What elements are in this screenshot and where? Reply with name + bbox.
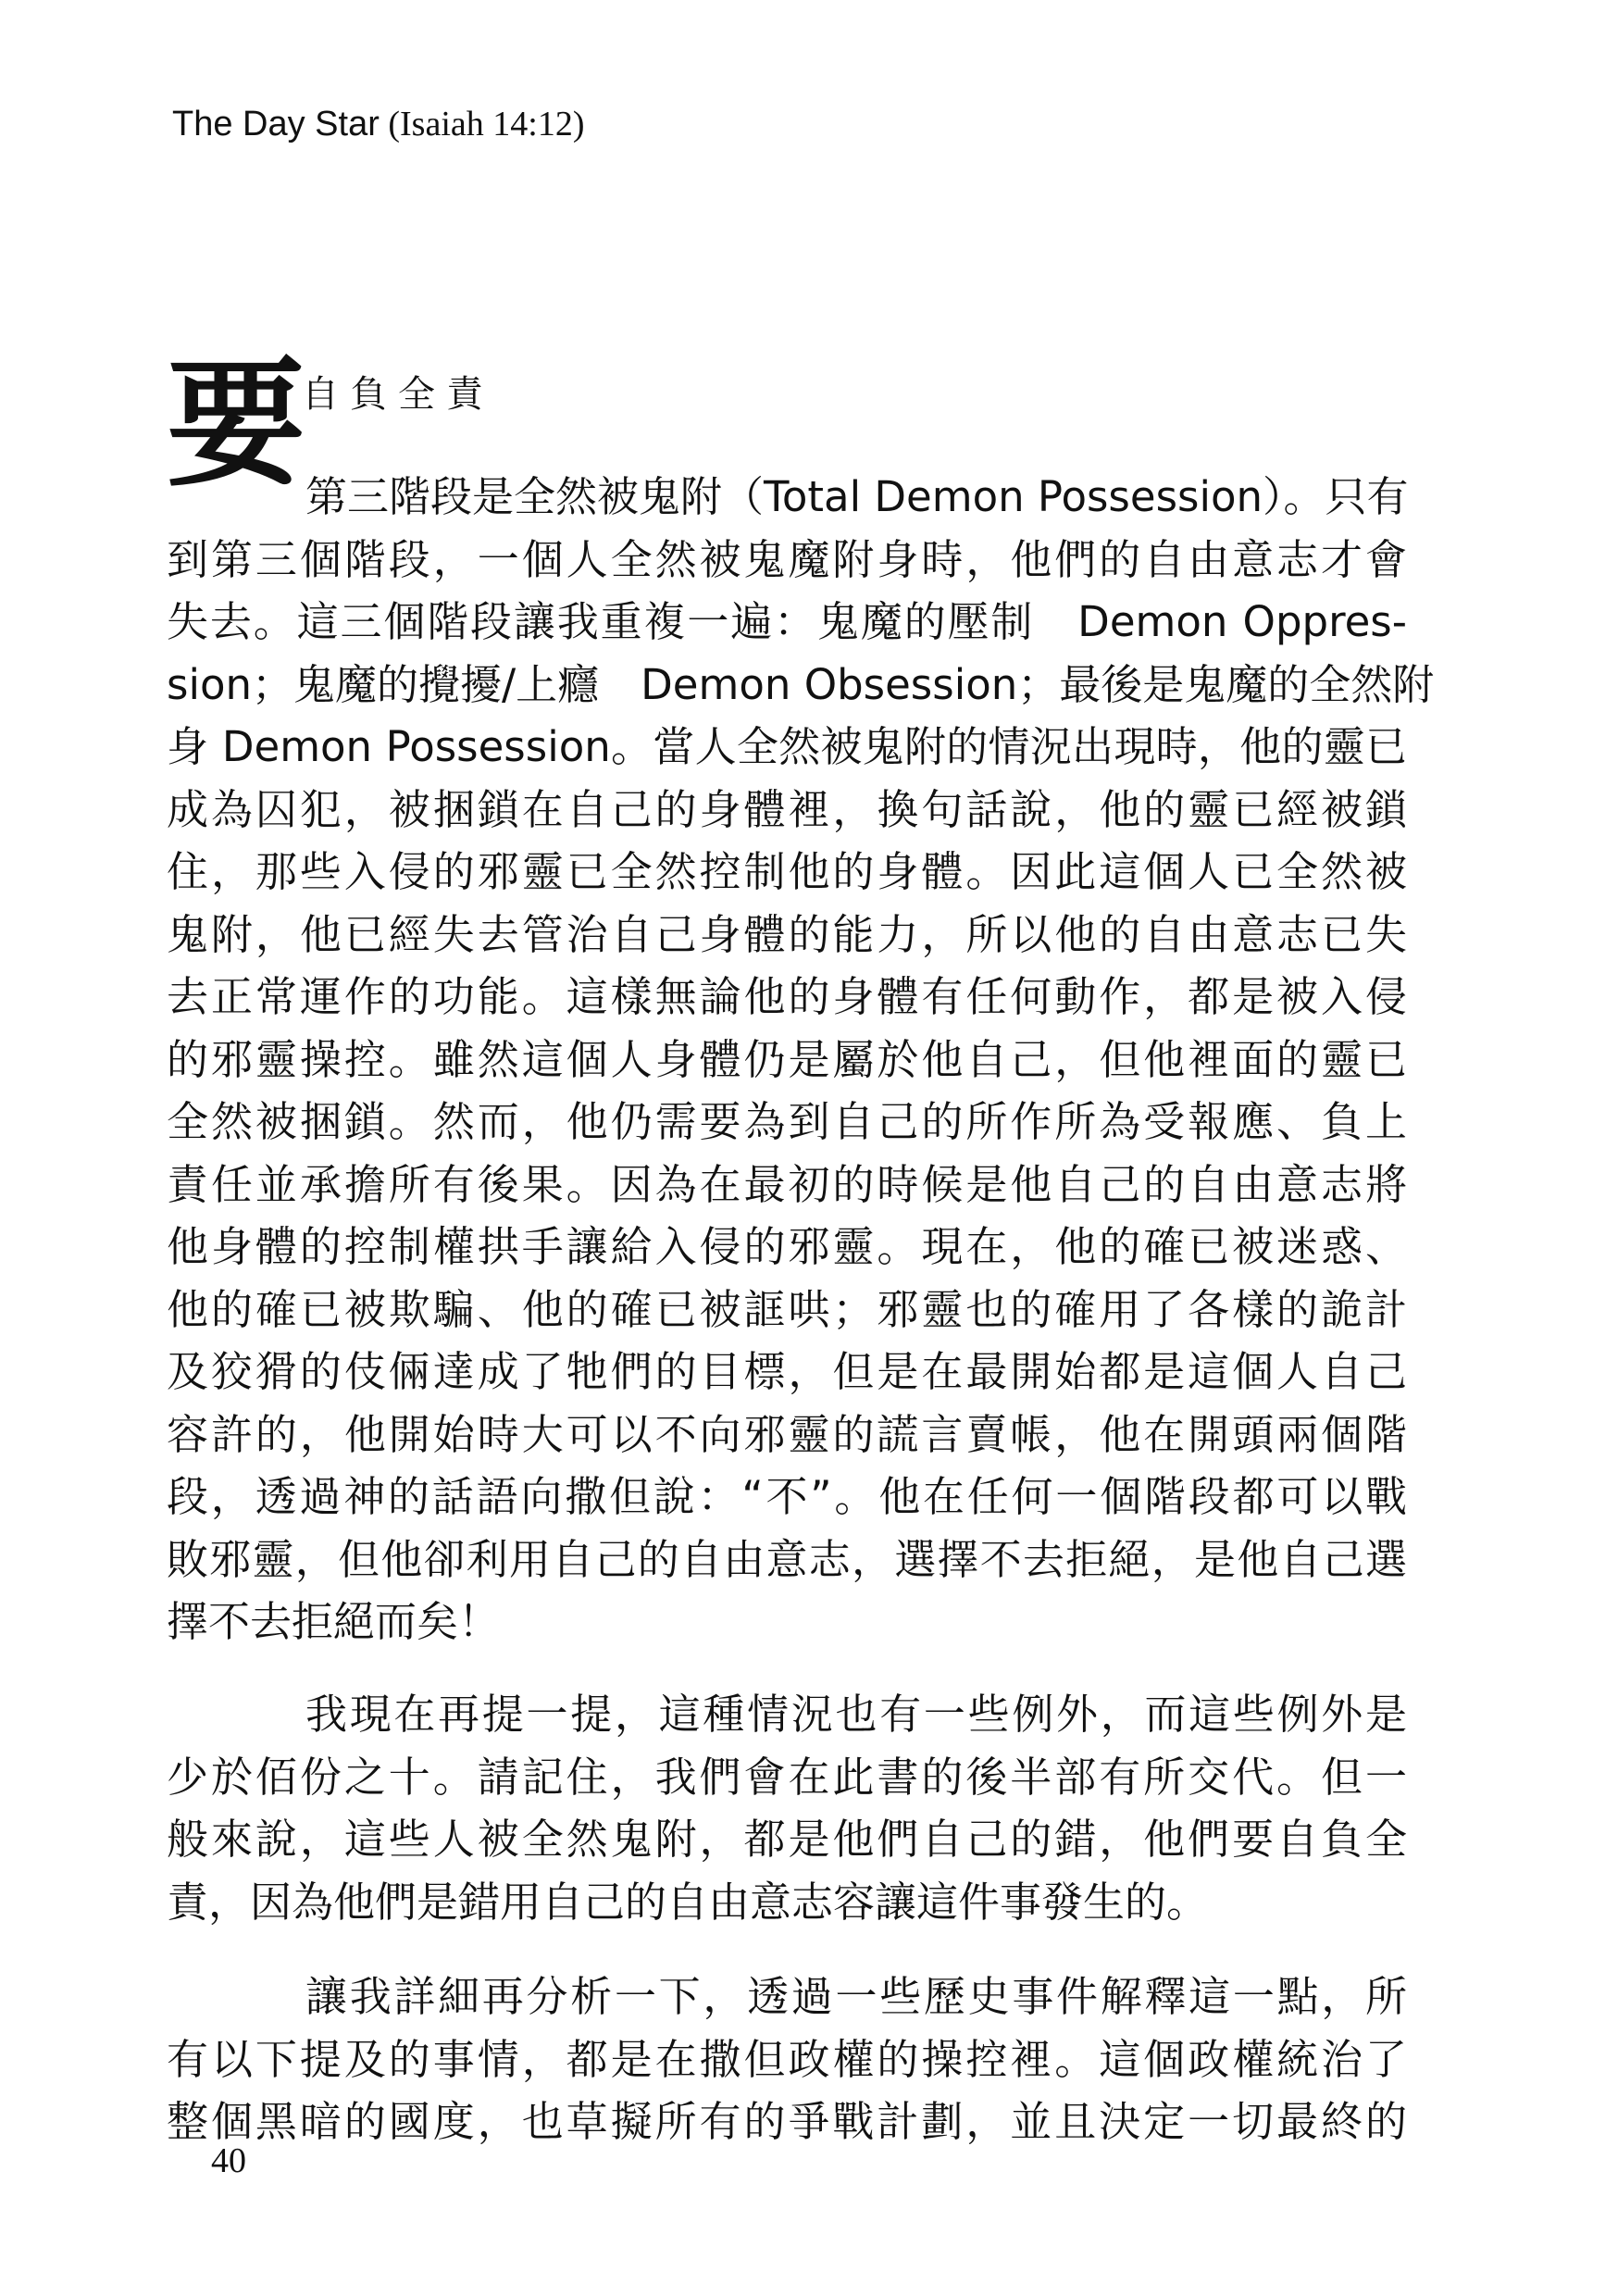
drop-cap: 要 — [167, 343, 306, 505]
book-title: The Day Star — [172, 105, 380, 144]
text-line: 去正常運作的功能。這樣無論他的身體有任何動作，都是被入侵 — [167, 972, 1407, 1021]
running-header — [172, 100, 584, 148]
text-line: 失去。這三個階段讓我重複一遍：鬼魔的壓制 Demon Oppres- — [167, 597, 1407, 646]
text-line: 我現在再提一提，這種情況也有一些例外，而這些例外是 — [305, 1690, 1407, 1739]
text-line: 第三階段是全然被鬼附（Total Demon Possession）。只有 — [305, 472, 1409, 521]
text-line: 他的確已被欺騙、他的確已被誆哄；邪靈也的確用了各樣的詭計 — [167, 1284, 1407, 1334]
paragraph-2 — [167, 1683, 1407, 1933]
text-line: 敗邪靈，但他卻利用自己的自由意志，選擇不去拒絕，是他自己選 — [167, 1534, 1407, 1584]
text-line: 般來說，這些人被全然鬼附，都是他們自己的錯，他們要自負全 — [167, 1815, 1407, 1864]
book-reference: (Isaiah 14:12) — [388, 105, 585, 144]
text-line: 及狡猾的伎倆達成了牠們的目標，但是在最開始都是這個人自己 — [167, 1347, 1407, 1396]
text-line: 住，那些入侵的邪靈已全然控制他的身體。因此這個人已全然被 — [167, 847, 1407, 896]
text-line: 讓我詳細再分析一下，透過一些歷史事件解釋這一點，所 — [305, 1972, 1407, 2021]
text-line: 全然被捆鎖。然而，他仍需要為到自己的所作所為受報應、負上 — [167, 1097, 1407, 1146]
text-line: 責，因為他們是錯用自己的自由意志容讓這件事發生的。 — [167, 1877, 1209, 1927]
text-line: 到第三個階段，一個人全然被鬼魔附身時，他們的自由意志才會 — [167, 534, 1407, 584]
text-line: 少於佰份之十。請記住，我們會在此書的後半部有所交代。但一 — [167, 1752, 1407, 1802]
page-number: 40 — [211, 2141, 246, 2180]
text-line: 他身體的控制權拱手讓給入侵的邪靈。現在，他的確已被迷惑、 — [167, 1222, 1407, 1271]
text-line: 段，透過神的話語向撒但說：“不”。他在任何一個階段都可以戰 — [167, 1472, 1407, 1521]
section-heading: 自負全責 — [302, 373, 494, 416]
text-line: 容許的，他開始時大可以不向邪靈的謊言賣帳，他在開頭兩個階 — [167, 1409, 1407, 1459]
text-line: 有以下提及的事情，都是在撒但政權的操控裡。這個政權統治了 — [167, 2034, 1407, 2084]
text-line: sion；鬼魔的攪擾/上癮 Demon Obsession；最後是鬼魔的全然附 — [167, 659, 1435, 709]
text-line: 的邪靈操控。雖然這個人身體仍是屬於他自己，但他裡面的靈已 — [167, 1034, 1407, 1084]
text-line: 鬼附，他已經失去管治自己身體的能力，所以他的自由意志已失 — [167, 909, 1407, 959]
text-line: 身 Demon Possession。當人全然被鬼附的情況出現時，他的靈已 — [167, 722, 1407, 771]
text-line: 擇不去拒絕而矣！ — [167, 1597, 501, 1646]
text-line: 責任並承擔所有後果。因為在最初的時候是他自己的自由意志將 — [167, 1159, 1407, 1209]
text-line: 整個黑暗的國度，也草擬所有的爭戰計劃，並且決定一切最終的 — [167, 2097, 1407, 2146]
text-line: 成為囚犯，被捆鎖在自己的身體裡，換句話說，他的靈已經被鎖 — [167, 784, 1407, 834]
paragraph-3 — [167, 1965, 1407, 2153]
paragraph-1 — [167, 466, 1435, 1653]
